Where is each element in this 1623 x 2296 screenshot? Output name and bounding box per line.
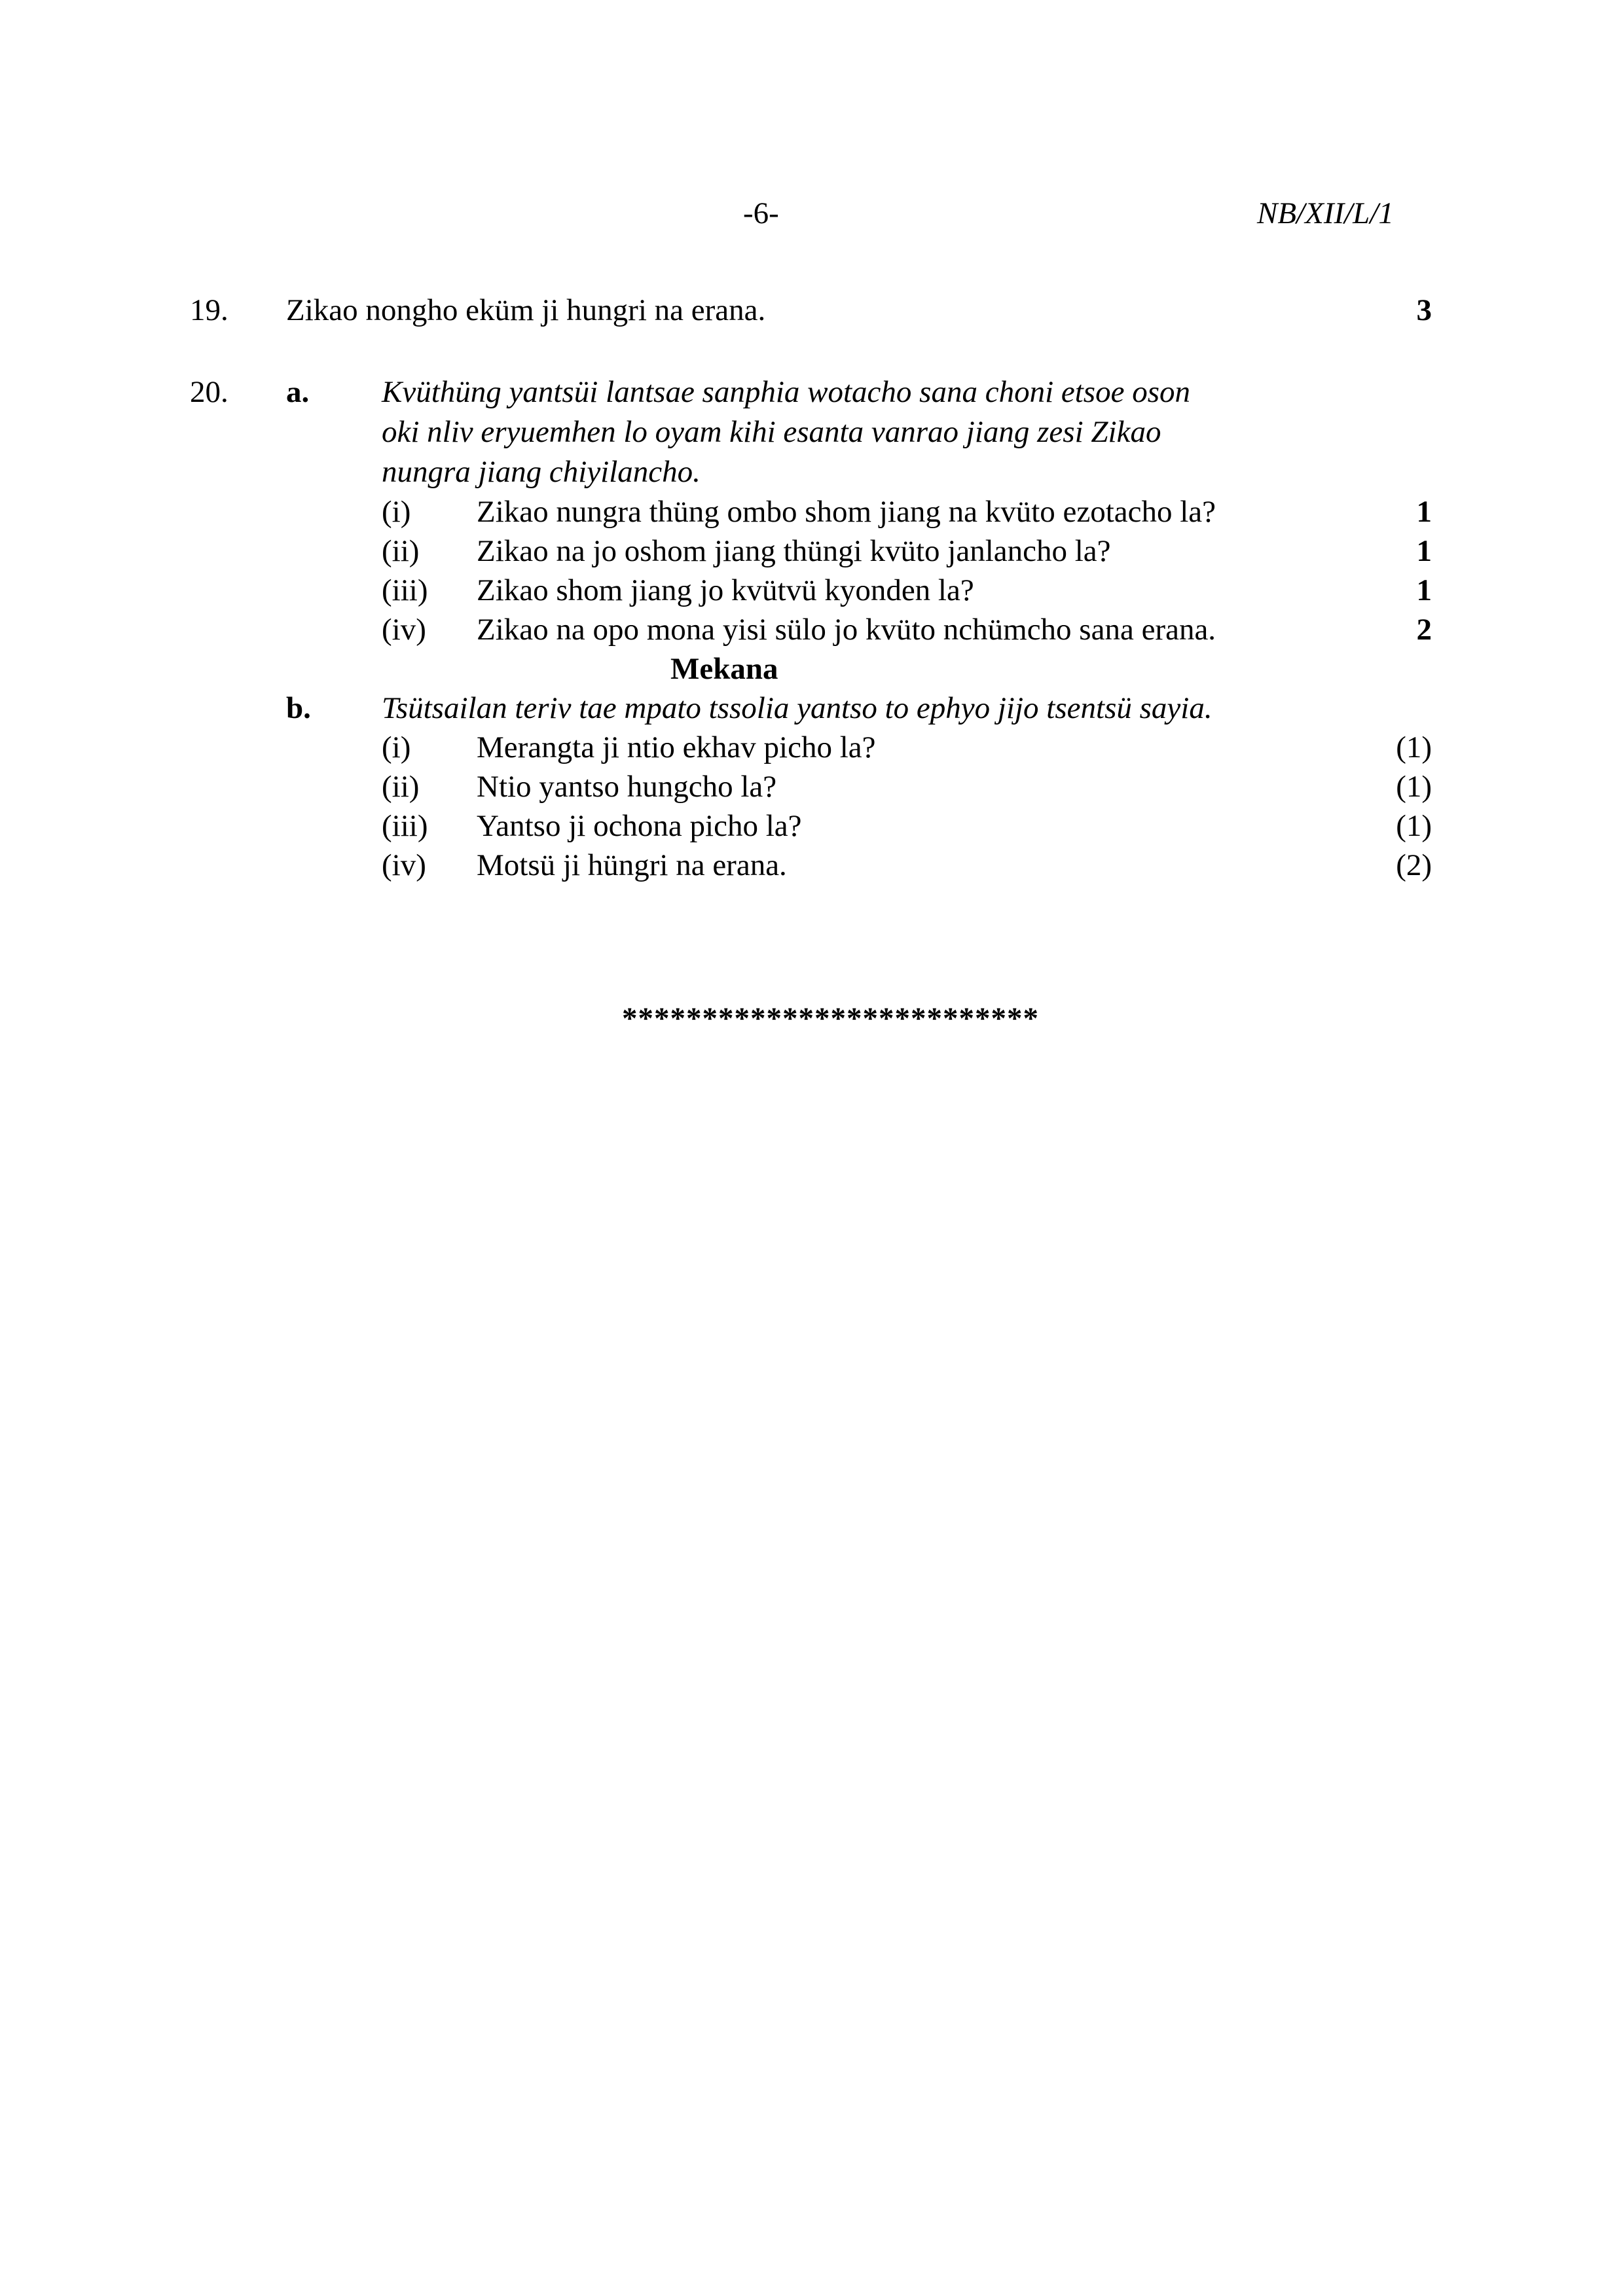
question-19-marks: 3 (1416, 293, 1432, 327)
question-20a-item-text: Zikao na opo mona yisi sülo jo kvüto nchümcho sana erana. (477, 613, 1216, 647)
page-number: -6- (743, 196, 779, 230)
question-20a-item-marks: 1 (1416, 534, 1432, 568)
question-20a-item-marks: 2 (1416, 613, 1432, 647)
question-20b-passage: Tsütsailan teriv tae mpato tssolia yantso to ephyo jijo tsentsü sayia. (382, 691, 1213, 725)
question-19-text: Zikao nongho eküm ji hungri na erana. (286, 293, 766, 327)
question-20-number: 20. (190, 375, 228, 409)
question-20a-passage-line: oki nliv eryuemhen lo oyam kihi esanta vanrao jiang zesi Zikao (382, 415, 1161, 449)
question-20b-item-marks: (2) (1396, 848, 1432, 882)
question-19-number: 19. (190, 293, 228, 327)
question-20a-item-text: Zikao shom jiang jo kvütvü kyonden la? (477, 573, 974, 607)
paper-code: NB/XII/L/1 (1257, 196, 1394, 230)
question-20b-item-marks: (1) (1396, 809, 1432, 843)
question-20a-item-marks: 1 (1416, 495, 1432, 529)
question-20b-item-text: Motsü ji hüngri na erana. (477, 848, 787, 882)
question-20a-item-number: (ii) (382, 534, 420, 568)
question-20b-item-number: (iii) (382, 809, 428, 843)
question-20b-item-number: (i) (382, 730, 411, 764)
question-20a-passage-line: Kvüthüng yantsüi lantsae sanphia wotacho sana choni etsoe oson (382, 375, 1190, 409)
question-20a-item-text: Zikao na jo oshom jiang thüngi kvüto janlancho la? (477, 534, 1111, 568)
question-20a-label: a. (286, 375, 310, 409)
question-20a-passage-line: nungra jiang chiyilancho. (382, 455, 701, 489)
or-label: Mekana (670, 652, 778, 686)
question-20a-item-text: Zikao nungra thüng ombo shom jiang na kvüto ezotacho la? (477, 495, 1216, 529)
question-20b-item-marks: (1) (1396, 730, 1432, 764)
question-20a-item-number: (iv) (382, 613, 426, 647)
question-20b-item-text: Merangta ji ntio ekhav picho la? (477, 730, 876, 764)
question-20b-item-marks: (1) (1396, 770, 1432, 804)
question-20b-item-number: (ii) (382, 770, 420, 804)
question-20b-item-text: Yantso ji ochona picho la? (477, 809, 802, 843)
question-20a-item-number: (i) (382, 495, 411, 529)
end-separator: ************************** (622, 1001, 1039, 1035)
question-20b-label: b. (286, 691, 311, 725)
question-20b-item-number: (iv) (382, 848, 426, 882)
question-20a-item-number: (iii) (382, 573, 428, 607)
question-20b-item-text: Ntio yantso hungcho la? (477, 770, 777, 804)
question-20a-item-marks: 1 (1416, 573, 1432, 607)
